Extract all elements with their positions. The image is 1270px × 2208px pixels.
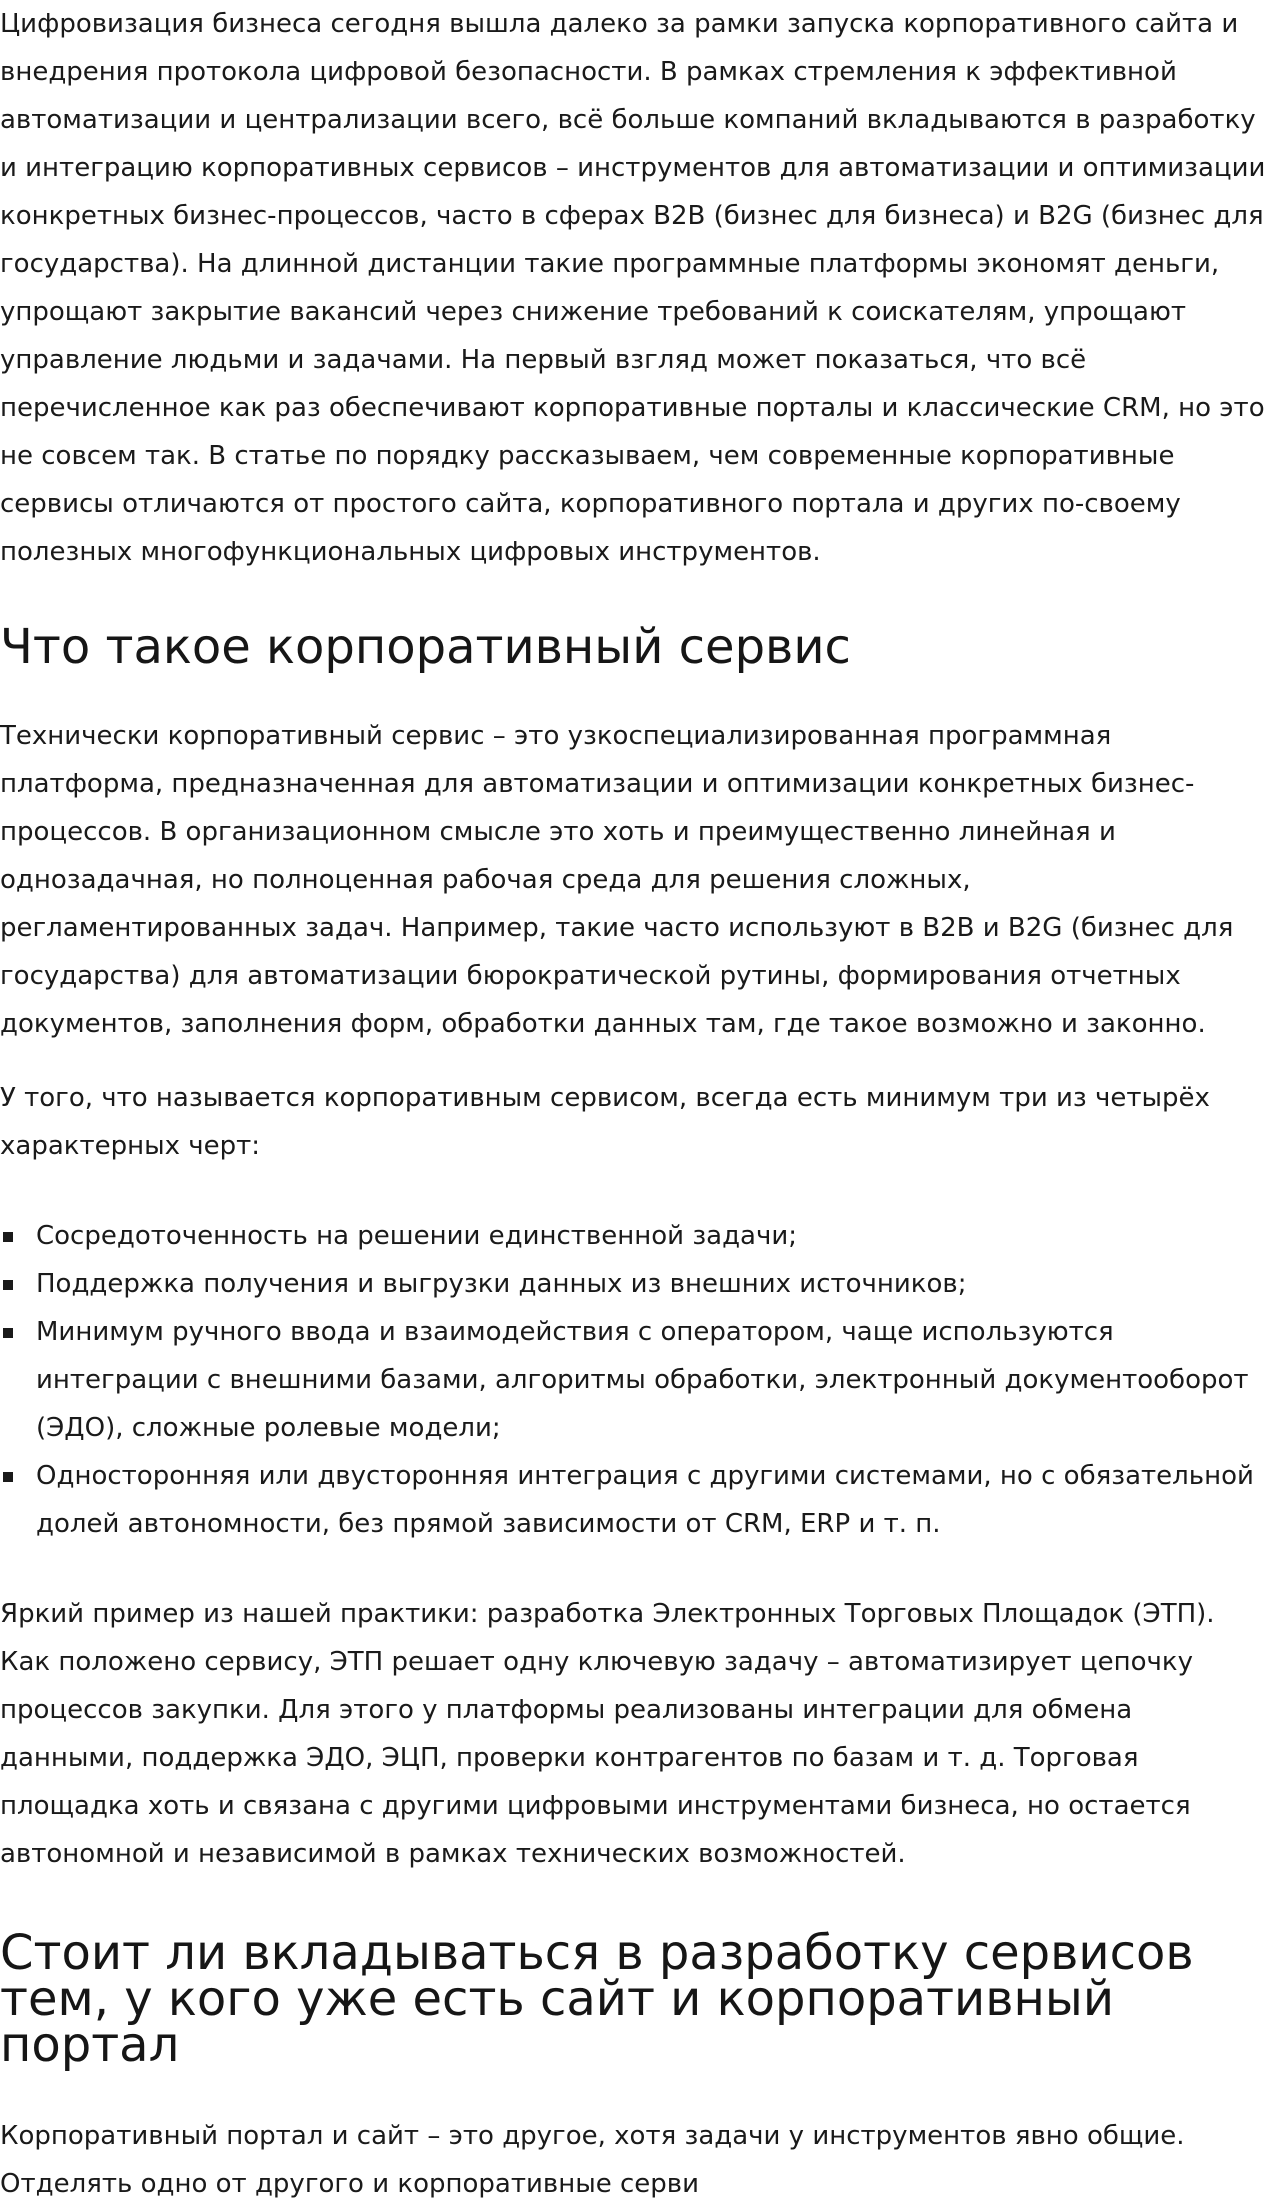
example-paragraph: Яркий пример из нашей практики: разработка Электронных Торговых Площадок (ЭТП). Как положено сервису, ЭТП решает одну ключевую задачу – автоматизирует цепочку процессов закупки. Для этого у платформы реализованы интеграции для обмена данными, поддержка ЭДО, ЭЦП, проверки контрагентов по базам и т. д. Торговая площадка хоть и связана с другими цифровыми инструментами бизнеса, но остается автономной и независимой в рамках технических возможностей.: [0, 1599, 1215, 1869]
definition-paragraph: Технически корпоративный сервис – это узкоспециализированная программная платформа, предназначенная для автоматизации и оптимизации конкретных бизнес-процессов. В организационном смысле это хоть и преимущественно линейная и однозадачная, но полноценная рабочая среда для решения сложных, регламентированных задач. Например, такие часто используют в B2B и B2G (бизнес для государства) для автоматизации бюрократической рутины, формирования отчетных документов, заполнения форм, обработки данных там, где такое возможно и законно.: [0, 721, 1234, 1039]
portal-paragraph: Корпоративный портал и сайт – это другое, хотя задачи у инструментов явно общие. Отделять одно от другого и корпоративные серви: [0, 2121, 1185, 2199]
bullet-square-icon: [3, 1472, 13, 1482]
bullet-square-icon: [3, 1280, 13, 1290]
section-heading-should-invest: Стоит ли вкладываться в разработку сервисов тем, у кого уже есть сайт и корпоративный портал: [0, 1925, 1194, 2073]
list-item-text: Сосредоточенность на решении единственной задачи;: [36, 1221, 798, 1251]
bullet-square-icon: [3, 1232, 13, 1242]
list-item: [0, 1260, 1270, 1308]
traits-intro-paragraph: У того, что называется корпоративным сервисом, всегда есть минимум три из четырёх характерных черт:: [0, 1083, 1210, 1161]
list-item: [0, 1212, 1270, 1260]
list-item: [0, 1452, 1270, 1548]
list-item-text: Поддержка получения и выгрузки данных из внешних источников;: [36, 1269, 967, 1299]
list-item-text: Минимум ручного ввода и взаимодействия с оператором, чаще используются интеграции с внешними базами, алгоритмы обработки, электронный документооборот (ЭДО), сложные ролевые модели;: [36, 1317, 1249, 1443]
intro-paragraph: Цифровизация бизнеса сегодня вышла далеко за рамки запуска корпоративного сайта и внедрения протокола цифровой безопасности. В рамках стремления к эффективной автоматизации и централизации всего, всё больше компаний вкладываются в разработку и интеграцию корпоративных сервисов – инструментов для автоматизации и оптимизации конкретных бизнес-процессов, часто в сферах B2B (бизнес для бизнеса) и B2G (бизнес для государства). На длинной дистанции такие программные платформы экономят деньги, упрощают закрытие вакансий через снижение требований к соискателям, упрощают управление людьми и задачами. На первый взгляд может показаться, что всё перечисленное как раз обеспечивают корпоративные порталы и классические CRM, но это не совсем так. В статье по порядку рассказываем, чем современные корпоративные сервисы отличаются от простого сайта, корпоративного портала и других по-своему полезных многофункциональных цифровых инструментов.: [0, 9, 1266, 567]
list-item-text: Односторонняя или двусторонняя интеграция с другими системами, но с обязательной долей автономности, без прямой зависимости от CRM, ERP и т. п.: [36, 1461, 1254, 1539]
traits-list: [0, 1212, 1270, 1548]
bullet-square-icon: [3, 1328, 13, 1338]
list-item: [0, 1308, 1270, 1452]
section-heading-what-is-service: Что такое корпоративный сервис: [0, 619, 851, 675]
